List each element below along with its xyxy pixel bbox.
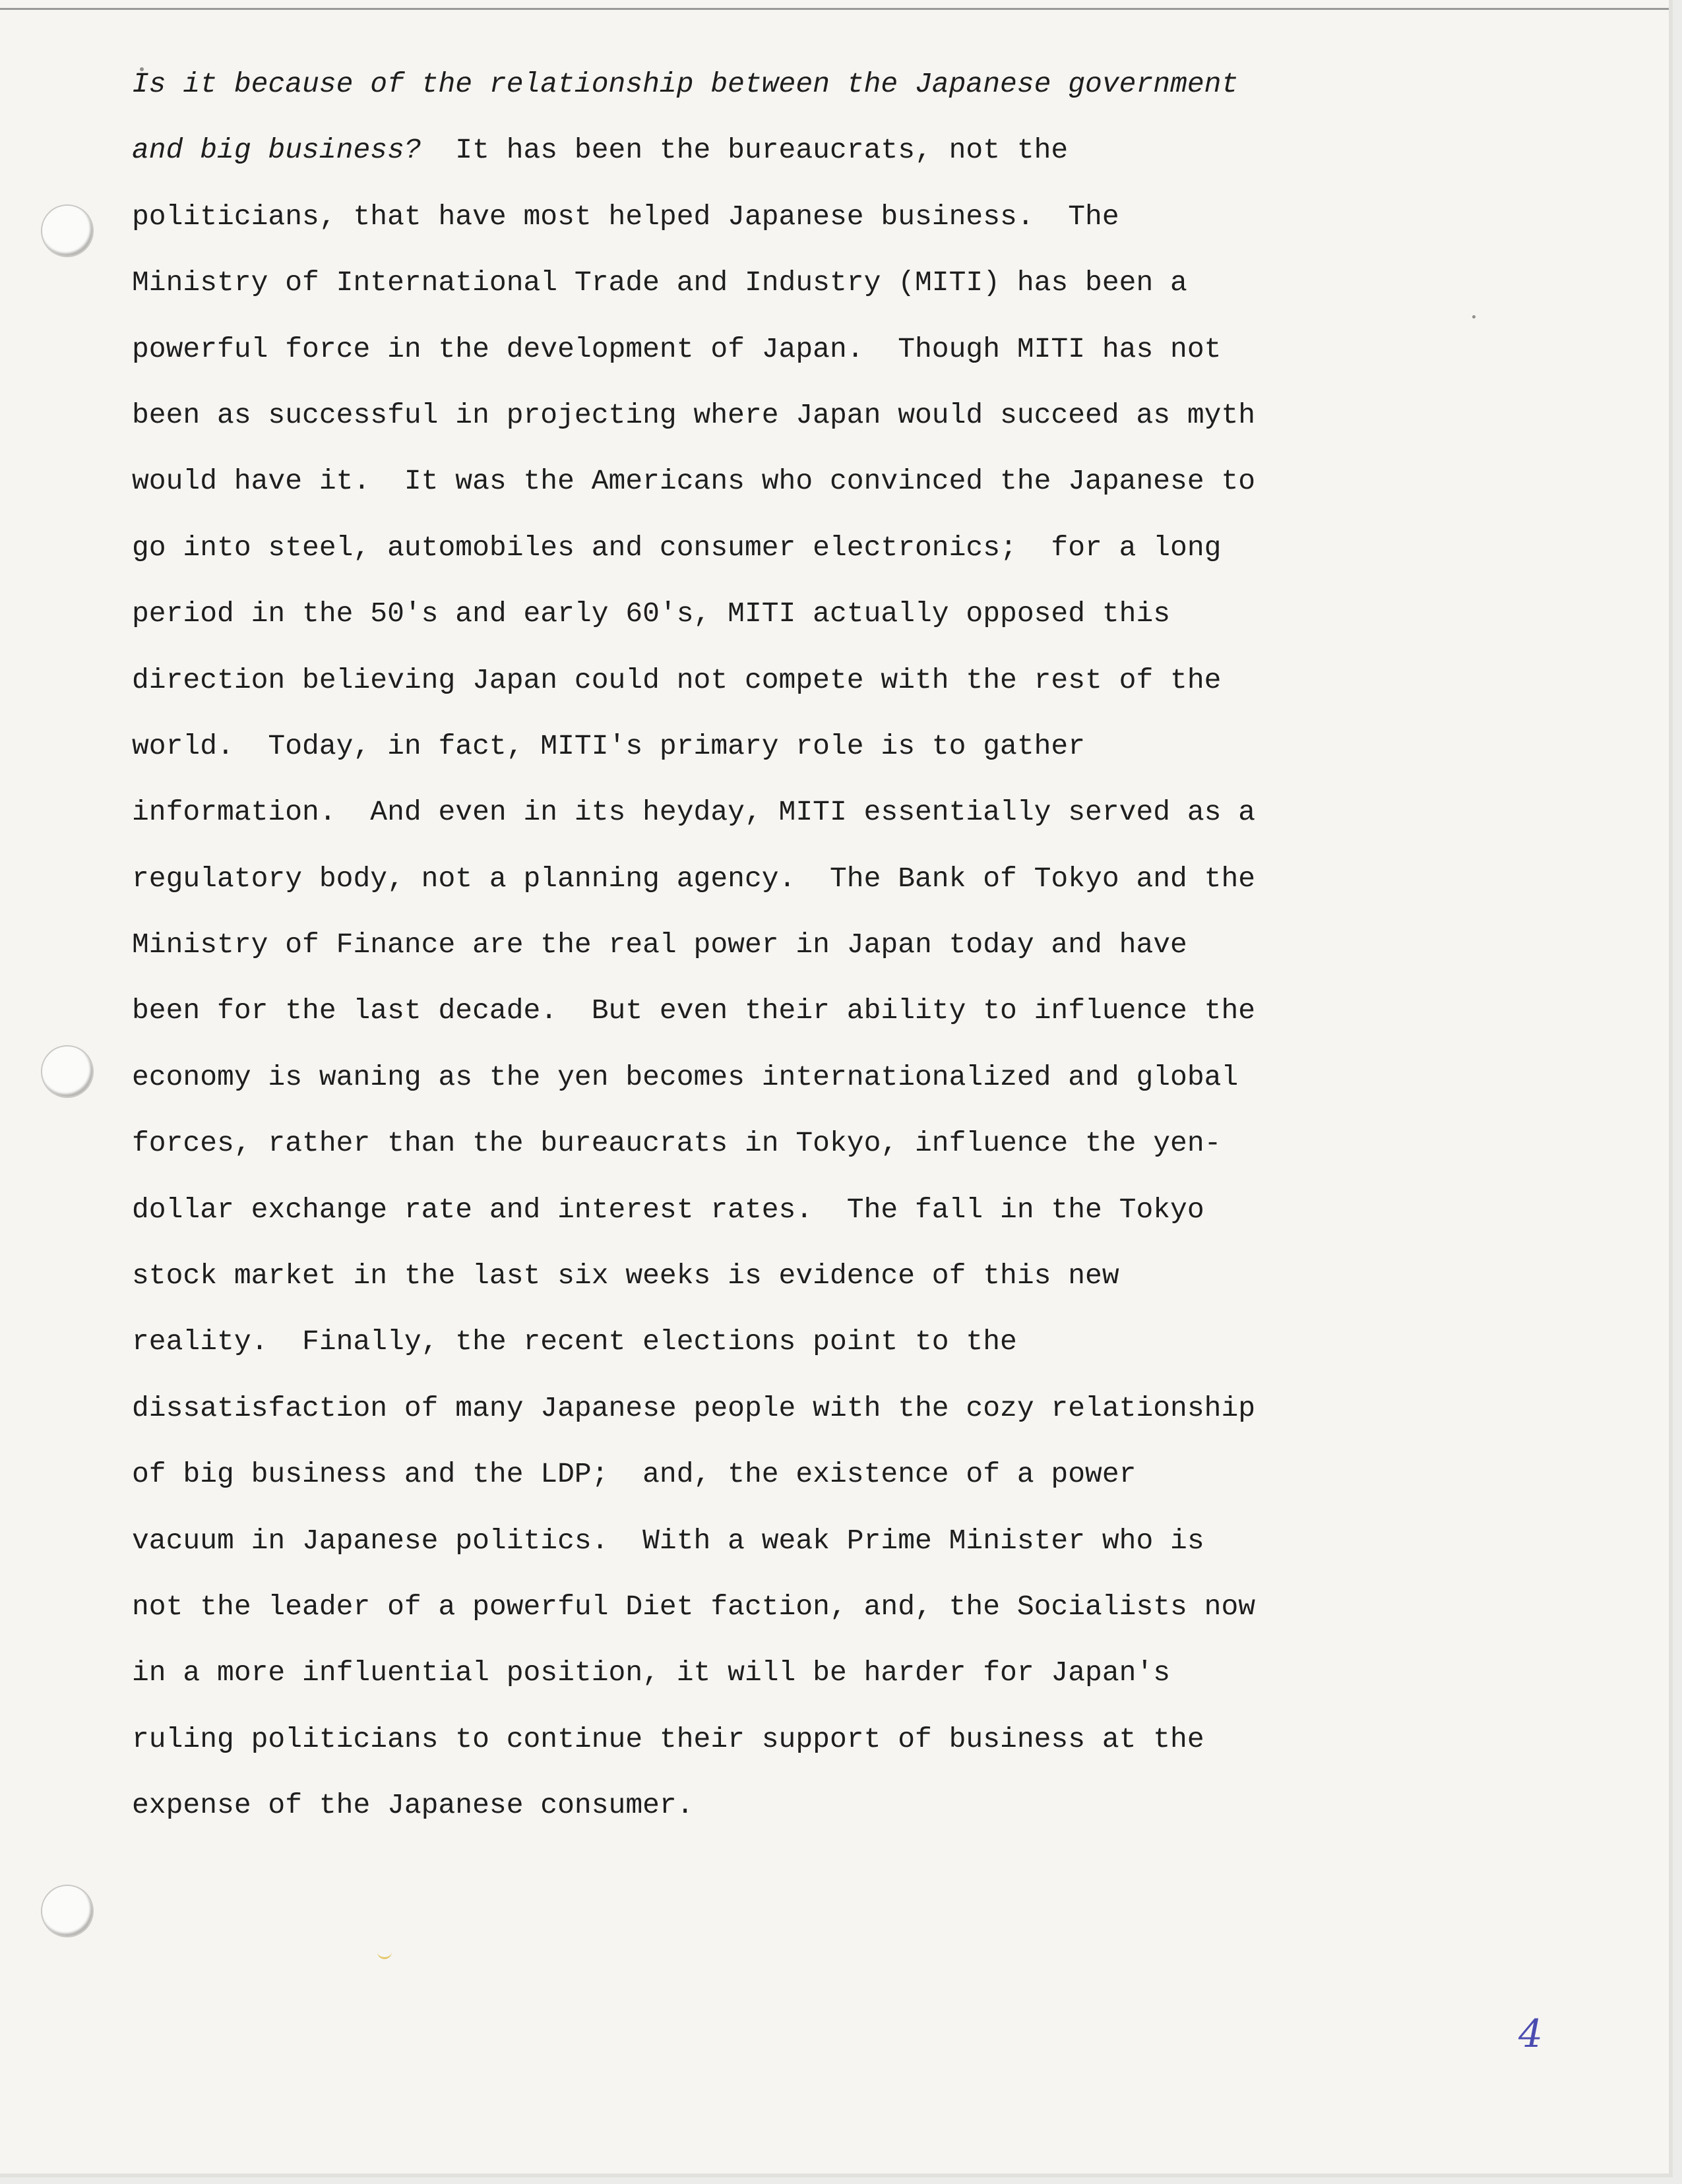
text-line bbox=[132, 51, 1478, 117]
text-line: dollar exchange rate and interest rates. The fall in the Tokyo bbox=[132, 1193, 1204, 1226]
body-paragraph bbox=[132, 51, 1478, 1839]
text-line: been as successful in projecting where Japan would succeed as myth bbox=[132, 398, 1256, 431]
handwritten-page-number: 4 bbox=[1518, 2011, 1543, 2056]
text-line: would have it. It was the Americans who convinced the Japanese to bbox=[132, 465, 1256, 498]
stray-mark bbox=[377, 1951, 392, 1959]
text-line: Ministry of Finance are the real power in Japan today and have bbox=[132, 928, 1187, 961]
text-line: go into steel, automobiles and consumer electronics; for a long bbox=[132, 531, 1222, 564]
text-line: vacuum in Japanese politics. With a weak Prime Minister who is bbox=[132, 1524, 1204, 1557]
text-line: dissatisfaction of many Japanese people with the cozy relationship bbox=[132, 1391, 1256, 1424]
text-line: direction believing Japan could not compete with the rest of the bbox=[132, 663, 1222, 696]
text-line: in a more influential position, it will be harder for Japan's bbox=[132, 1656, 1171, 1689]
italic-question: and big business? bbox=[132, 134, 421, 167]
punch-hole-bottom bbox=[41, 1885, 94, 1937]
text-line: been for the last decade. But even their ability to influence the bbox=[132, 994, 1256, 1027]
text-line: reality. Finally, the recent elections point to the bbox=[132, 1325, 1017, 1358]
text-line: regulatory body, not a planning agency. The Bank of Tokyo and the bbox=[132, 862, 1256, 895]
text-line: forces, rather than the bureaucrats in Tokyo, influence the yen- bbox=[132, 1127, 1222, 1160]
text-line: politicians, that have most helped Japanese business. The bbox=[132, 200, 1119, 233]
text-line: world. Today, in fact, MITI's primary role is to gather bbox=[132, 729, 1086, 762]
text-line: Ministry of International Trade and Industry (MITI) has been a bbox=[132, 266, 1187, 299]
text-line: information. And even in its heyday, MITI essentially served as a bbox=[132, 796, 1256, 829]
text-line: expense of the Japanese consumer. bbox=[132, 1789, 694, 1822]
page-top-edge bbox=[0, 8, 1669, 10]
text-line: powerful force in the development of Japan. Though MITI has not bbox=[132, 332, 1222, 365]
text-line: of big business and the LDP; and, the existence of a power bbox=[132, 1458, 1137, 1491]
punch-hole-middle bbox=[41, 1045, 94, 1098]
text-line: ruling politicians to continue their support of business at the bbox=[132, 1722, 1204, 1755]
italic-question: Is it because of the relationship between the Japanese government bbox=[132, 68, 1239, 100]
text-line: economy is waning as the yen becomes internationalized and global bbox=[132, 1060, 1239, 1093]
punch-hole-top bbox=[41, 204, 94, 257]
text-line: and big business? It has been the bureaucrats, not the bbox=[132, 134, 1069, 167]
text-line: stock market in the last six weeks is evidence of this new bbox=[132, 1259, 1119, 1292]
text-line: not the leader of a powerful Diet faction, and, the Socialists now bbox=[132, 1590, 1256, 1623]
text-line: period in the 50's and early 60's, MITI actually opposed this bbox=[132, 597, 1171, 630]
